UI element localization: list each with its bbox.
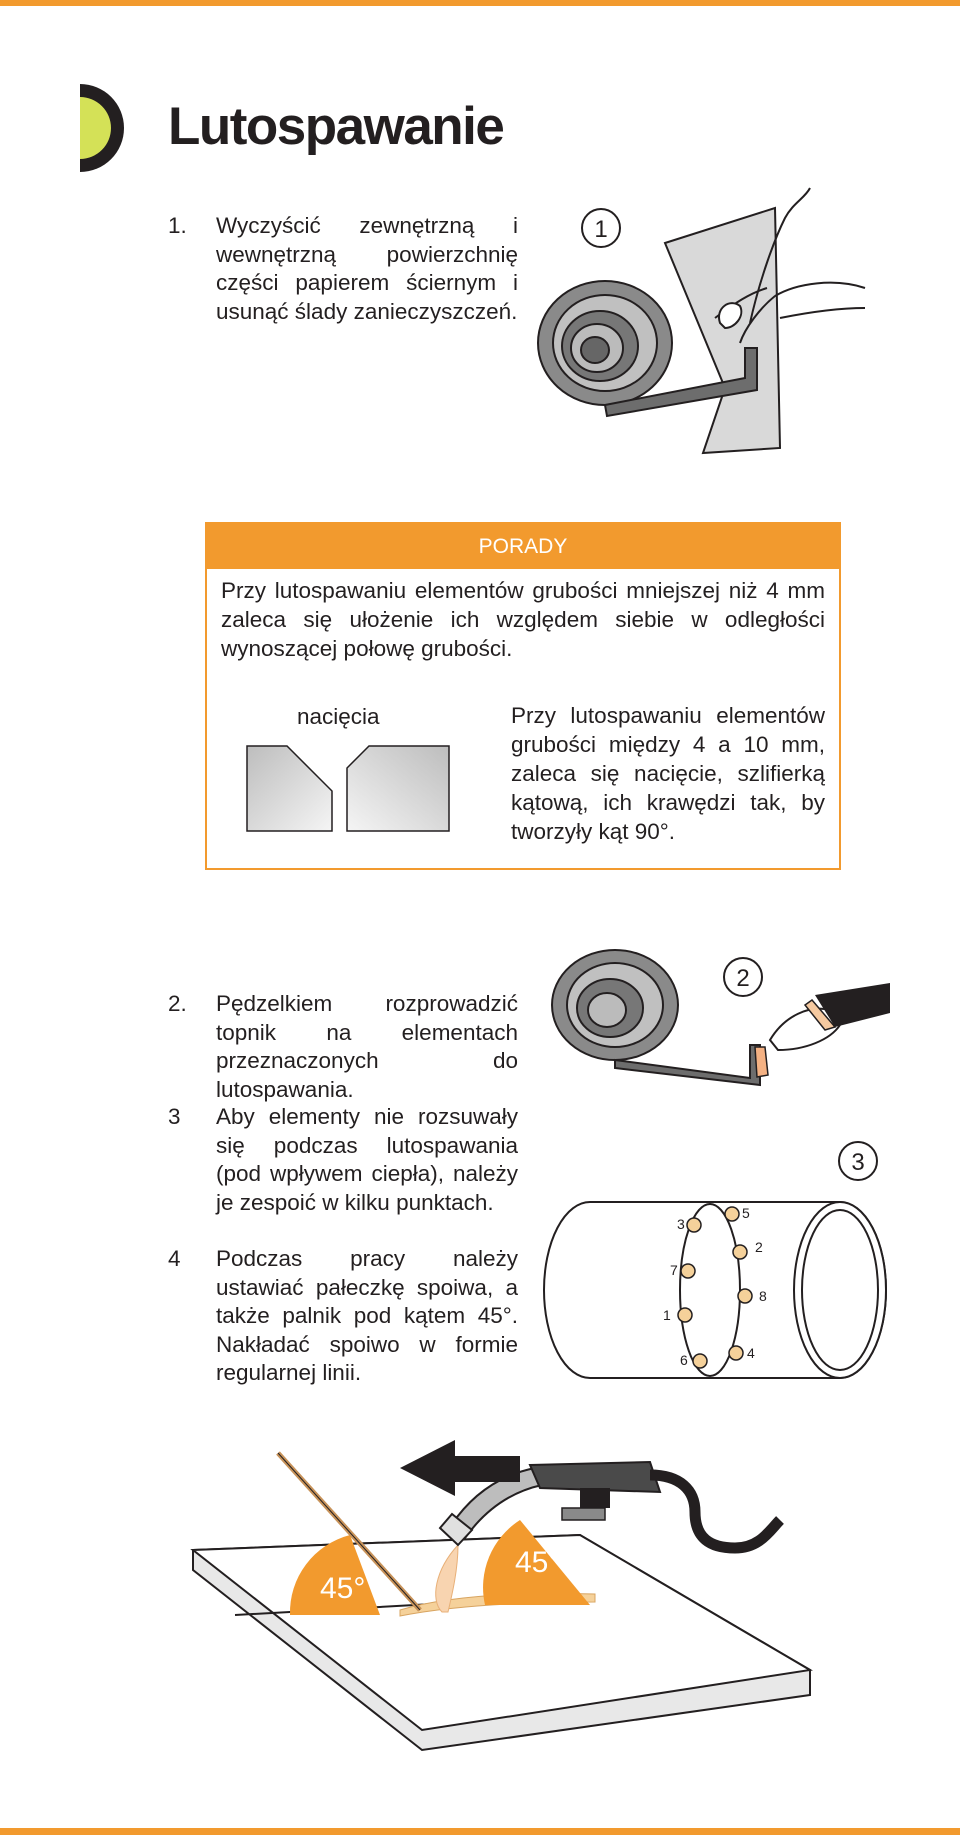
step-3 <box>168 1103 528 1223</box>
tack-point-label: 6 <box>680 1352 688 1368</box>
badge-3: 3 <box>851 1149 865 1176</box>
tack-point-label: 4 <box>747 1345 755 1361</box>
torch-brazing-illustration <box>190 1420 890 1760</box>
step-4 <box>168 1245 528 1395</box>
tack-point-label: 7 <box>670 1262 678 1278</box>
step-1 <box>168 212 528 362</box>
tack-welding-tube-illustration <box>550 1125 890 1375</box>
badge-1: 1 <box>594 216 608 243</box>
tack-point-label: 5 <box>742 1205 750 1221</box>
step-text: Pędzelkiem rozprowadzić topnik na elementach przeznaczonych do lutospawania. <box>216 991 518 1102</box>
badge-2: 2 <box>736 965 750 992</box>
brush-flux-illustration <box>550 935 890 1085</box>
page-title: Lutospawanie <box>168 97 504 156</box>
step-text: Wyczyścić zewnętrzną i wewnętrzną powierzchnię części papierem ściernym i usunąć ślady zanieczyszczeń. <box>216 213 518 324</box>
sandpaper-cleaning-illustration <box>535 178 875 458</box>
top-accent-bar <box>0 0 960 6</box>
step-number: 1. <box>168 213 187 238</box>
tack-point-label: 2 <box>755 1239 763 1255</box>
tips-box <box>205 522 841 870</box>
step-number: 4 <box>168 1246 181 1271</box>
bottom-accent-bar <box>0 1828 960 1835</box>
angle-label-left: 45° <box>320 1572 366 1605</box>
angle-label-right: 45° <box>515 1546 561 1579</box>
step-text: Podczas pracy należy ustawiać pałeczkę spoiwa, a także palnik pod kątem 45°. Nakładać spoiwo w formie regularnej linii. <box>216 1246 518 1385</box>
step-2 <box>168 990 528 1102</box>
tack-point-label: 8 <box>759 1288 767 1304</box>
tack-point-label: 3 <box>677 1216 685 1232</box>
tack-point-label: 1 <box>663 1307 671 1323</box>
tips-header: PORADY <box>207 524 839 569</box>
notch-label: nacięcia <box>297 704 380 729</box>
tips-text-2: Przy lutospawaniu elementów grubości między 4 a 10 mm, zaleca się nacięcie, szlifierką kątową, ich krawędzi tak, by tworzyły kąt 90°. <box>511 703 825 844</box>
step-number: 3 <box>168 1104 181 1129</box>
step-text: Aby elementy nie rozsuwały się podczas lutospawania (pod wpływem ciepła), należy je zespoić w kilku punktach. <box>216 1104 518 1215</box>
tips-text-1: Przy lutospawaniu elementów grubości mniejszej niż 4 mm zaleca się ułożenie ich względem siebie w odległości wynoszącej połowę grubości. <box>221 578 825 661</box>
section-marker-icon <box>80 84 126 172</box>
step-number: 2. <box>168 991 187 1016</box>
notch-diagram <box>247 746 457 836</box>
